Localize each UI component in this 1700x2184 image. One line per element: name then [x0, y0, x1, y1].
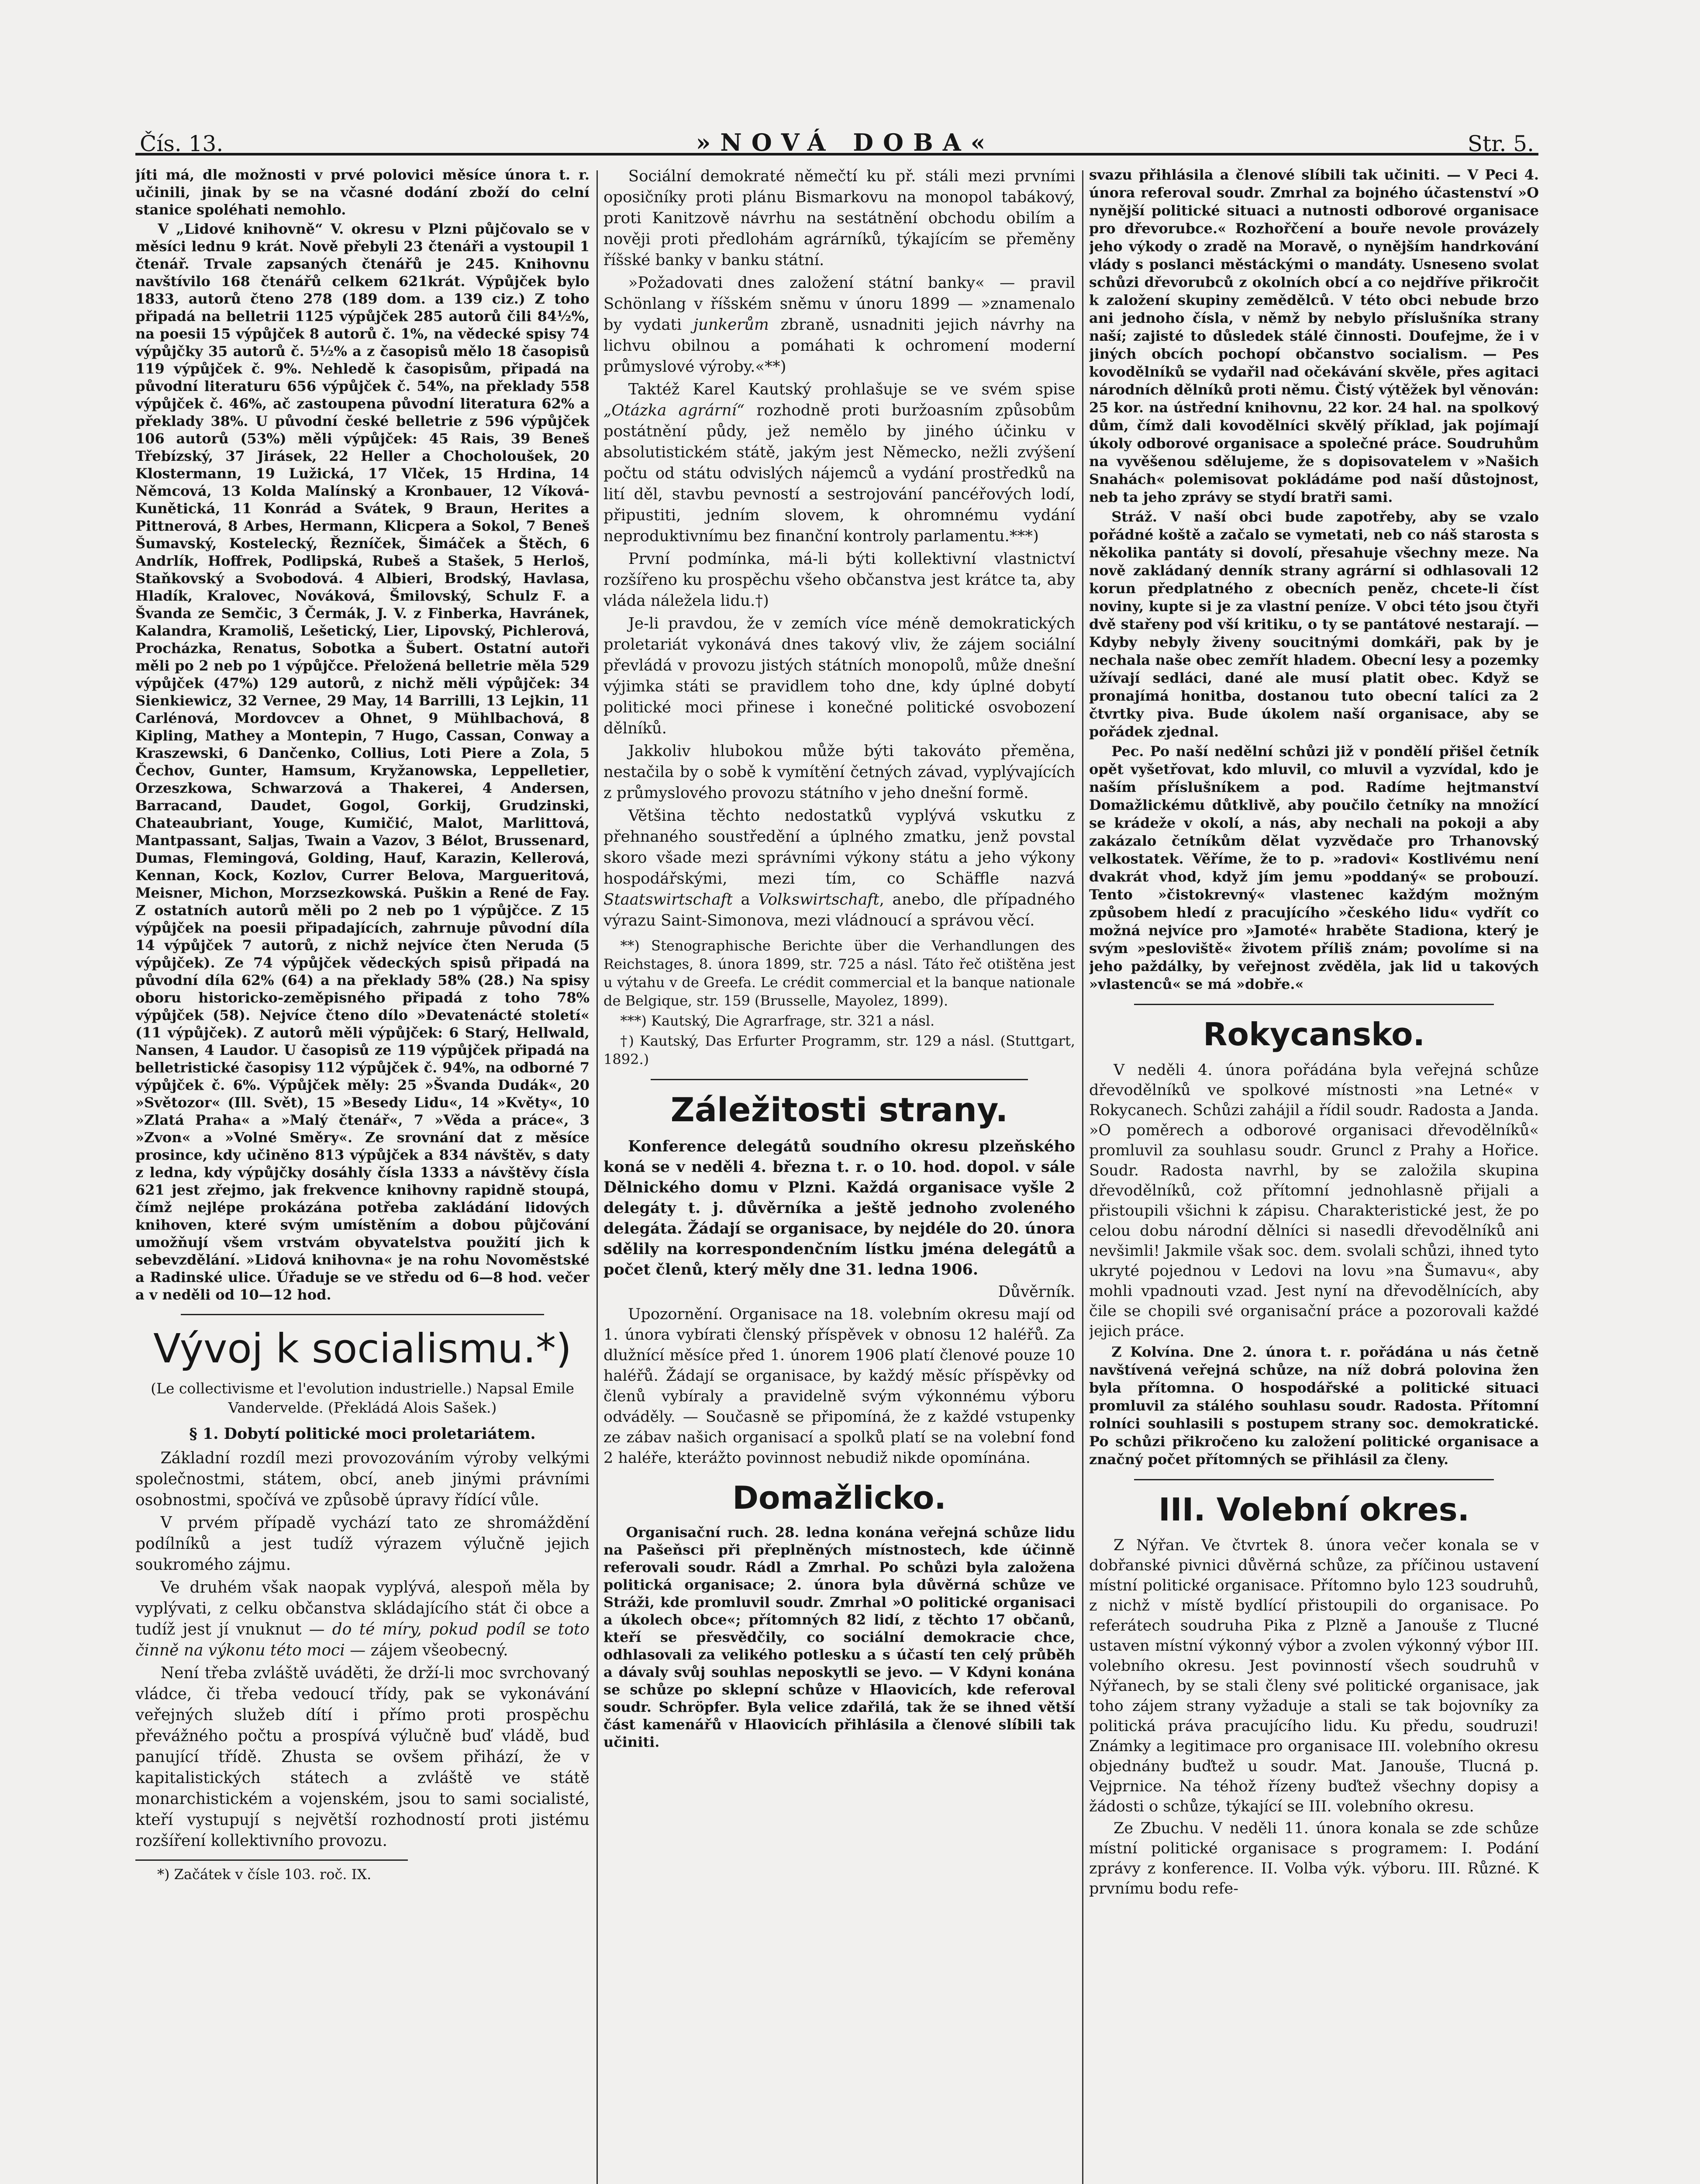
section-divider: [1134, 1004, 1494, 1005]
text-run: , anebo, dle případného výrazu Saint-Simonova, mezi vládnoucí a správou věcí.: [603, 891, 1075, 930]
paragraph: svazu přihlásila a členové slíbili tak učiniti. — V Peci 4. února referoval soudr. Zmrhal za bojného účastenství »O nynější politické situaci a nutnosti odborové organisace pro dřevorubce.« Rozhořčení a bouře nevole provázely jeho výkody o zradě na Moravě, o nynějším handrkování vlády s poslanci městáckými o mandáty. Usneseno svolat schůzi dřevorubců z okolních obcí a co nejdříve přikročit k založení skupiny zemědělců. V této obci nebude brzo ani jednoho čísla, v němž by nebylo příslušníka strany naší; zajisté to důsledek stálé činnosti. Doufejme, že i v jiných obcích pochopí občanstvo socialism. — Pes kovodělníků se vydařil nad očekávání skvěle, přes agitaci národních dělníků proti němu. Čistý výtěžek byl věnován: 25 kor. na ústřední knihovnu, 22 kor. 24 hal. na spolkový dům, čímž dali kovodělníci skvělý příklad, jak pojímají úkoly odborové organisace a společné práce. Soudruhům na vyvěšenou sdělujeme, že s dopisovatelem v »Našich Snahách« polemisovat pokládáme pod naší důstojnost, neb ta jeho zprávy se stydí bratři sami.: [1089, 166, 1539, 505]
text-run: Ve druhém však naopak vyplývá, alespoň měla by vyplývati, z celku občanstva skládajícího stát či obce a tudíž jest jí vnuknut —: [135, 1579, 590, 1638]
footnotes: [603, 936, 1075, 1068]
emphasis: junkerům: [693, 316, 769, 334]
notice-paragraph: Upozornění. Organisace na 18. volebním okresu mají od 1. února vybírati členský příspěvek v obnosu 12 haléřů. Za dlužnící měsíce před 1. únorem 1906 platí členové pouze 10 haléřů. Žádají se organisace, by každý měsíc příspěvky od členů vybíraly a pravidelně svým výkonnému výboru odváděly. — Současně se připomíná, že z každé vstupenky ze zábav našich organisací a spolků platí se na volební fond 2 haléře, kterážto povinnost nebudiž nikde opomínána.: [603, 1306, 1075, 1467]
paragraph: Jakkoliv hlubokou může býti takováto přeměna, nestačila by o sobě k vymítění četných závad, vyplývajících z průmyslového provozu státního v jeho dnešní formě.: [603, 742, 1075, 802]
article-title: Vývoj k socialismu.*): [153, 1325, 572, 1372]
paragraph: [603, 379, 1075, 547]
section-title-domazlicko: Domažlicko.: [732, 1479, 946, 1516]
paragraph: Základní rozdíl mezi provozováním výroby velkými společnostmi, státem, obcí, aneb jinými právními osobnostmi, spočívá ve způsobě úpravy řídící vůle.: [135, 1449, 590, 1509]
section-divider: [651, 1079, 1028, 1080]
paragraph: Není třeba zvláště uváděti, že drží-li moc svrchovaný vládce, či třeba vedoucí třídy, pak se vykonávání veřejných služeb dítí i přímo proti prospěchu převážného počtu a prospívá výlučně buď vládě, buď panující třídě. Zhusta se ovšem přihází, že v kapitalistických státech a zvláště ve státě monarchistickém a vojenském, jsou to sami socialisté, kteří vystupují s největší rozhodností proti jistému rozšíření kollektivního provozu.: [135, 1664, 590, 1850]
header-rule: [135, 153, 1538, 156]
signature: Důvěrník.: [998, 1283, 1075, 1301]
emphasis: Volkswirtschaft: [758, 891, 879, 909]
section-divider: [1134, 1479, 1494, 1480]
issue-number: Čís. 13.: [140, 131, 224, 156]
text-run: rozhodně proti buržoasním způsobům postátnění půdy, jež nemělo by jiného účinku v absolutistickém státě, jakým jest Německo, nežli zvýšení počtu od státu odvislých nájemců a vydání prostředků na lití děl, stavbu pevností a sestrojování pancéřových lodí, připustiti, jedním slovem, k ohromnému vydání neproduktivnímu bez finanční kontroly parlamentu.***): [603, 401, 1075, 545]
emphasis: „Otázka agrární“: [603, 401, 745, 419]
text-run: »Požadovati dnes založení státní banky« — pravil Schönlang v říšském sněmu v únoru 1899 — »znamenalo by vydati: [603, 274, 1075, 334]
section-heading: § 1. Dobytí politické moci proletariátem.: [189, 1425, 536, 1443]
section-divider: [181, 1314, 544, 1315]
paragraph: Z Kolvína. Dne 2. února t. r. pořádána u nás četně navštívená veřejná schůze, na níž dobrá polovina žen byla přítomna. O hospodářské a politické situaci promluvil za stálého souhlasu soudr. Radosta. Přítomní rolníci souhlasili s postupem strany soc. demokratické. Po schůzi přikročeno ku založení politické organisace a značný počet přítomných se přihlásil za členy.: [1089, 1344, 1539, 1468]
paragraph: Pec. Po naší nedělní schůzi již v pondělí přišel četník opět vyšetřovat, kdo mluvil, co mluvil a vyzvídal, kdo je naším příslušníkem a pod. Radíme hejtmanství Domažlickému důtklivě, aby poučilo četníky na množící se krádeže v okolí, a nás, aby nechali na pokoji a aby zakázalo četníkům dělat vyzvědače pro Trhanovský velkostatek. Věříme, že to p. »radovi« Kostlivému není dvakrát vhod, když jím jemu »poddaný« se probouzí. Tento »čistokrevný« vlastenec každým možným způsobem hledí z pracujícího »českého lidu« vydřít co možná nejvíce pro »Jamoté« hraběte Stadiona, který je svým »pesloviště« životem příliš znám; povolíme si na jeho paždálky, by veřejnost zvěděla, jak lid u takových »vlastenců« se má »dobře.«: [1089, 743, 1539, 992]
paragraph: Je-li pravdou, že v zemích více méně demokratických proletariát vykonává dnes takový vliv, že zájem sociální převládá v provozu jistých státních monopolů, může dnešní výjimka státi se pravidlem toho dne, kdy úplné dobytí politické moci přinese i konečné politické osvobození dělníků.: [603, 615, 1075, 737]
conference-notice: Konference delegátů soudního okresu plzeňského koná se v neděli 4. března t. r. o 10. hod. dopol. v sále Dělnického domu v Plzni. Každá organisace vyšle 2 delegáty t. j. důvěrníka a ještě jednoho zvoleného delegáta. Žádají se organisace, by nejdéle do 20. února sdělily na korrespondenčním lístku jména delegátů a počet členů, který měly dne 31. ledna 1906.: [603, 1137, 1075, 1279]
text-run: Většina těchto nedostatků vyplývá vskutku z přehnaného soustředění a úplného zmatku, jenž povstal skoro všade mezi správními výkony státu a jeho výkony hospodářskými, mezi tím, co Schäffle nazvá: [603, 807, 1075, 888]
footnote: **) Stenographische Berichte über die Verhandlungen des Reichstages, 8. února 1899, str. 725 a násl. Táto řeč otištěna jest u výtahu v de Greefa. Le crédit commercial et la banque nationale de Belgique, str. 159 (Brusselle, Mayolez, 1899).: [603, 937, 1075, 1009]
paragraph: První podmínka, má-li býti kollektivní vlastnictví rozšířeno ku prospěchu všeho občanstva jest krátce ta, aby vláda náležela lidu.†): [603, 550, 1075, 610]
column-divider: [597, 170, 598, 2184]
footnote: *) Začátek v čísle 103. roč. IX.: [157, 1866, 372, 1883]
article-subtitle: (Le collectivisme et l'evolution industrielle.) Napsal Emile Vandervelde. (Překládá Alois Sašek.): [151, 1380, 574, 1416]
paragraph: [603, 805, 1075, 931]
page-number: Str. 5.: [1467, 131, 1534, 156]
paragraph: jíti má, dle možnosti v prvé polovici měsíce února t. r. učinili, jinak by se na včasné dodání zboží do celní stanice spoléhati nemohlo.: [135, 166, 590, 218]
footnote-rule: [135, 1859, 408, 1861]
section-title-rokycansko: Rokycansko.: [1203, 1016, 1425, 1053]
paragraph: [603, 273, 1075, 377]
paragraph: Sociální demokraté němečtí ku př. stáli mezi prvními oposičníky proti plánu Bismarkovu na monopol tabákový, proti Kanitzově návrhu na sestátnění obchodu obilím a nověji proti předlohám agrárníků, týkajícím se přeměny říšské banky v banku státní.: [603, 167, 1075, 269]
text-run: zbraně, usnadniti jejich návrhy na lichvu obilnou a pomáhati k ochromení moderní průmyslové výroby.«**): [603, 316, 1075, 376]
section-title-party-matters: Záležitosti strany.: [670, 1090, 1008, 1129]
paragraph: Stráž. V naší obci bude zapotřeby, aby se vzalo pořádné koště a začalo se vymetati, neb co náš starosta s několika pantáty si dovolí, přesahuje všechny meze. Na nově zakládaný denník strany agrární si odhlasovali 12 korun předplatného z obecních peněz, chcete-li číst noviny, kupte si je za vlastní peníze. V obci této jsou čtyři dvě stařeny pod vší kritiku, o ty se pantátové nestarají. — Kdyby nebyly živeny soucitnými domkáři, pak by je nechala naše obec zemřít hladem. Obecní lesy a pozemky užívají sedláci, dané ale musí platit obec. Když se pronajímá honitba, dostanou tuto obecní talíci za 2 čtvrtky piva. Bude úkolem naší organisace, aby se pořádek zjednal.: [1089, 508, 1539, 740]
paragraph: V neděli 4. února pořádána byla veřejná schůze dřevodělníků ve spolkové místnosti »na Letné« v Rokycanech. Schůzi zahájil a řídil soudr. Radosta a Janda. »O poměrech a odborové organisaci dřevodělníků« promluvil za souhlasu soudr. Gruncl z Prahy a Hořice. Soudr. Radosta navrhl, by se založila skupina dřevodělníků, což přítomní jednohlasně přijali a přistoupili všichni k zápisu. Charakteristické jest, že po celou dobu národní dělníci si nasedli dřevodělníků ani nevšimli! Jakmile však soc. dem. svolali schůzi, ihned tyto ukryté pojednou v Ledovi na lovu »na Šumavu«, aby mohli vpadnouti vzad. Jest nyní na dřevodělnících, aby čile se chopili své organisační práce a pozorovali každé jejich práce.: [1089, 1061, 1539, 1340]
text-run: — zájem všeobecný.: [345, 1641, 508, 1659]
emphasis: do té míry, pokud podíl se toto činně na výkonu této moci: [135, 1621, 590, 1659]
column-left: [135, 166, 590, 2184]
column-middle: [603, 166, 1075, 2184]
paragraph: [135, 1577, 590, 1661]
paragraph: V prvém případě vychází tato ze shromáždění podílníků a jest tudíž výrazem výlučně jejich soukromého zájmu.: [135, 1514, 590, 1574]
footnote: †) Kautský, Das Erfurter Programm, str. 129 a násl. (Stuttgart, 1892.): [603, 1033, 1075, 1068]
section-title-third-district: III. Volební okres.: [1159, 1491, 1469, 1528]
paragraph: Organisační ruch. 28. ledna konána veřejná schůze lidu na Pašeňsci při přeplněných místnostech, kde účinně referovali soudr. Rádl a Zmrhal. Po schůzi byla založena politická organisace; 2. února byla důvěrná schůze ve Stráži, kde promluvil soudr. Zmrhal »O politické organisaci a úkolech obce«; přítomných 82 lidí, z těchto 17 občanů, kteří se přesvědčily, co sociální demokracie chce, odhlasovali za velikého potlesku a s účastí ten celý průběh a dávaly svůj souhlas neposkytli se jevo. — V Kdyni konána se schůze po sklepní schůze v Hlaovicích, kde referoval soudr. Schröpfer. Byla velice zdařilá, tak že se ihned větší část kamenářů v Hlaovicích přihlásila a členové slíbili tak učiniti.: [603, 1524, 1075, 1750]
masthead-title: »NOVÁ DOBA«: [696, 128, 995, 156]
column-right: [1089, 166, 1539, 2184]
column-divider: [1082, 170, 1083, 2184]
footnote: ***) Kautský, Die Agrarfrage, str. 321 a násl.: [620, 1013, 935, 1029]
paragraph: Ze Zbuchu. V neděli 11. února konala se zde schůze místní politické organisace s programem: I. Podání zprávy z konference. II. Volba výk. výboru. III. Různé. K prvnímu bodu refe-: [1089, 1820, 1539, 1897]
library-report: V „Lidové knihovně“ V. okresu v Plzni půjčovalo se v měsíci lednu 9 krát. Nově přebyli 23 čtenáři a vystoupil 1 čtenář. Trvale zapsaných čtenářů je 245. Knihovnu navštívilo 168 čtenářů celkem 621krát. Výpůjček bylo 1833, autorů čteno 278 (189 dom. a 139 ciz.) Z toho připadá na belletrii 1125 výpůjček 285 autorů čili 84½%, na poesii 15 výpůjček 8 autorů č. 1%, na vědecké spisy 74 výpůjčky 35 autorů č. 5½% a z časopisů mělo 18 časopisů 119 výpůjček č. 9%. Nehledě k časopisům, připadá na původní literaturu 656 výpůjček č. 54%, na překlady 558 výpůjček č. 46%, ač zastoupena původní literatura 62% a překlady 38%. U původní české belletrie z 596 výpůjček 106 autorů (53%) měli výpůjček: 45 Rais, 39 Beneš Třebízský, 37 Jirásek, 22 Heller a Chocholoušek, 20 Klostermann, 19 Lužická, 17 Vlček, 15 Hrdina, 14 Němcová, 13 Kolda Malínský a Kronbauer, 12 Víková-Kunětická, 11 Konrád a Svátek, 9 Braun, Herites a Pittnerová, 8 Arbes, Hermann, Klicpera a Sokol, 7 Beneš Šumavský, Kostelecký, Řezníček, Šimáček a Štěch, 6 Andrlík, Hoffrek, Podlipská, Rubeš a Stašek, 5 Herloš, Staňkovský a Svobodová. 4 Albieri, Brodský, Havlasa, Hladík, Kralovec, Nováková, Šmilovský, Schulz F. a Švanda ze Semčic, 3 Čermák, J. V. z Finberka, Havránek, Kalandra, Kramoliš, Lešetický, Lier, Lipovský, Pichlerová, Procházka, Renatus, Sobotka a Šubert. Ostatní autoři měli po 2 neb po 1 výpůjčce. Přeložená belletrie měla 529 výpůjček (47%) 129 autorů, z nichž měli výpůjček: 34 Sienkiewicz, 32 Vernee, 29 May, 14 Barrilli, 13 Lejkin, 11 Carlénová, Mordovcev a Ohnet, 9 Mühlbachová, 8 Kipling, Mathey a Montepin, 7 Hugo, Cassan, Conway a Kraszewski, 6 Dančenko, Collius, Loti Piere a Zola, 5 Čechov, Gunter, Hamsum, Kryžanowska, Leppelletier, Orzeszkowa, Schwarzová a Thakerei, 4 Andersen, Barracand, Daudet, Gogol, Gorkij, Grudzinski, Chateaubriant, Youge, Kumičić, Malot, Marlittová, Mantpassant, Saljas, Twain a Vazov, 3 Bélot, Brussenard, Dumas, Flemingová, Golding, Hauf, Karazin, Kellerová, Kennan, Kock, Kozlov, Currer Belova, Margueritová, Meisner, Michon, Morzsezkowská. Puškin a René de Fay. Z ostatních autorů měli po 2 neb po 1 výpůjčce. Z 15 výpůjček na poesii připadajících, zahrnuje původní díla 14 výpůjček 7 autorů, z nichž nejvíce čten Neruda (5 výpůjček). Ze 74 výpůjček vědeckých spisů připadá na původní díla 62% (64) a na překlady 58% (28.) Na spisy oboru historicko-zeměpisného připadá z toho 78% výpůjček (58). Nejvíce čteno dílo »Devatenácté století« (11 výpůjček). Z autorů měli výpůjček: 6 Starý, Hellwald, Nansen, 4 Laudor. U časopisů ze 119 výpůjček připadá na belletristické časopisy 112 výpůjček č. 94%, na odborné 7 výpůjček č. 6%. Výpůjček měly: 25 »Švanda Dudák«, 20 »Světozor« (Ill. Svět), 15 »Besedy Lidu«, 14 »Květy«, 10 »Zlatá Praha« a »Malý čtenář«, 7 »Věda a práce«, 3 »Zvon« a »Volné Směry«. Ze srovnání dat z měsíce prosince, kdy učiněno 813 výpůjček a 834 návštěv, s daty z ledna, kdy výpůjčky dosáhly čísla 1333 a návštěvy čísla 621 jest zřejmo, jak frekvence knihovny rapidně stoupá, čímž nejlépe prokázána potřeba zakládání lidových knihoven, které svým umístěním a dobou půjčování umožňují všem vrstvám obyvatelstva použití jich k sebevzdělání. »Lidová knihovna« je na rohu Novoměstské a Radinské ulice. Úřaduje se ve středu od 6—8 hod. večer a v neděli od 10—12 hod.: [135, 221, 590, 1303]
page-header: [140, 117, 1534, 156]
text-run: Taktéž Karel Kautský prohlašuje se ve svém spise: [628, 380, 1075, 398]
text-run: a: [732, 891, 759, 909]
emphasis: Staatswirtschaft: [603, 891, 733, 909]
paragraph: Z Nýřan. Ve čtvrtek 8. února večer konala se v dobřanské pivnici důvěrná schůze, za příčinou ustavení místní politické organisace. Přítomno bylo 123 soudruhů, z nichž v místě bydlící přistoupili do organisace. Po referátech soudruha Pika z Plzně a Janouše z Tlucné ustaven místní výkonný výbor a zvolen výkonný výbor III. volebního okresu. Jest povinností všech soudruhů v Nýřanech, by se stali členy své politické organisace, jak toho zájem strany vyžaduje a stali se tak bojovníky za politická práva pracujícího lidu. Ku předu, soudruzi! Známky a legitimace pro organisace III. volebního okresu objednány buďtež u soudr. Mat. Janouše, Tlucná p. Vejprnice. Na téhož řízeny buďtež všechny dopisy a žádosti o schůze, týkající se III. volebního okresu.: [1089, 1537, 1539, 1815]
